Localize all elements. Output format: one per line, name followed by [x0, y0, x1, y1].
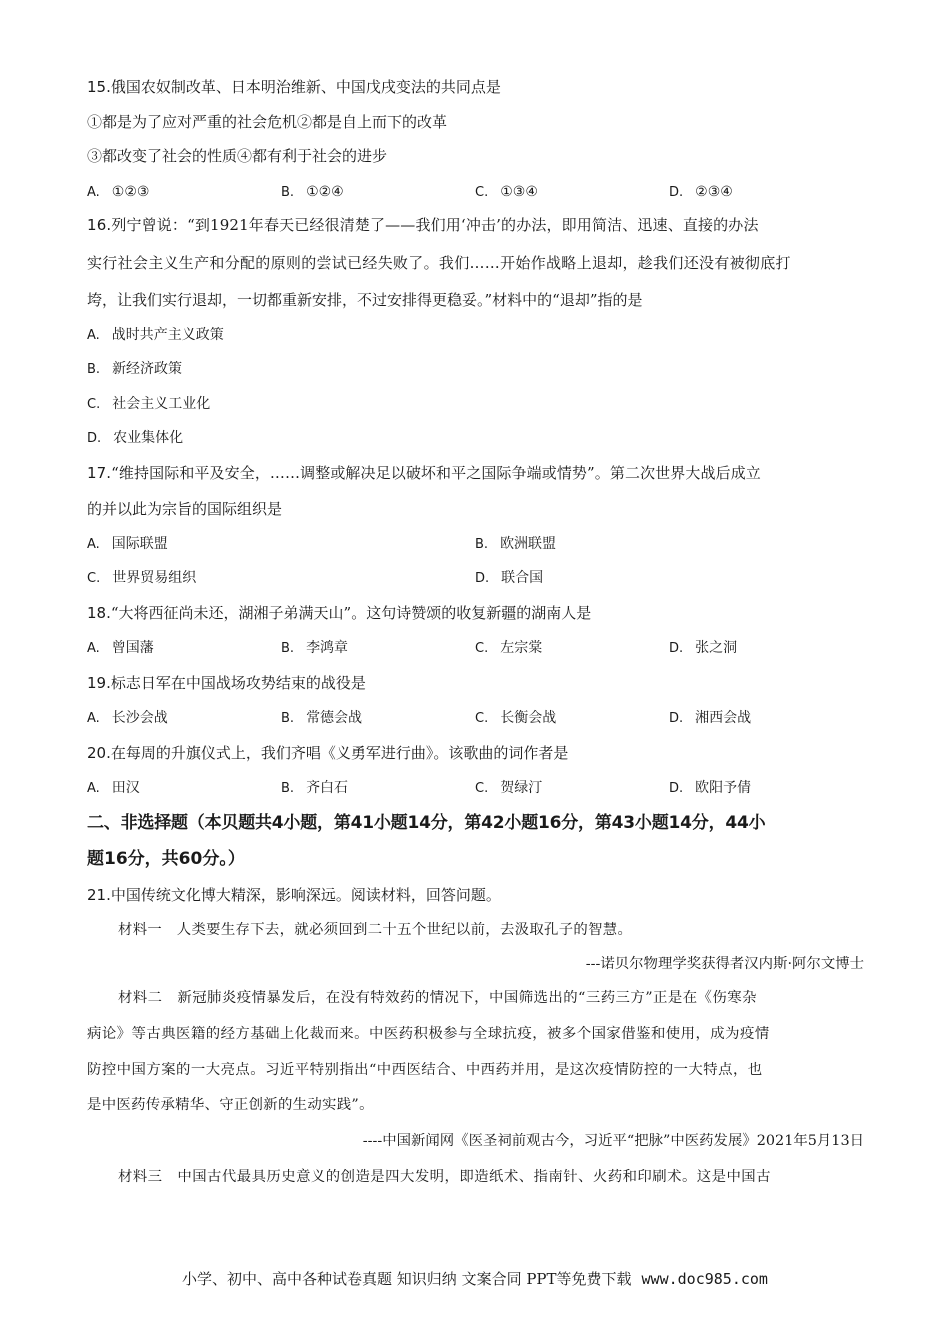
- section-heading-line: 题16分，共60分。）: [87, 849, 245, 869]
- question-text: 中国传统文化博大精深，影响深远。阅读材料，回答问题。: [110, 886, 501, 904]
- question-19-option-a: A. 长沙会战: [87, 710, 168, 726]
- question-18-option-b: B. 李鸿章: [281, 640, 349, 656]
- question-15-option-c: C. ①③④: [475, 184, 538, 200]
- question-15-stem: [87, 77, 501, 97]
- footer-link[interactable]: www.doc985.com: [641, 1270, 768, 1288]
- question-16-stem-line: 实行社会主义生产和分配的原则的尝试已经失败了。我们……开始作战略上退却，趁我们还没有被彻底打: [87, 254, 791, 272]
- question-text: “大将西征尚未还，湖湘子弟满天山”。这句诗赞颂的收复新疆的湖南人是: [110, 604, 592, 622]
- material-2-line: 病论》等古典医籍的经方基础上化裁而来。中医药积极参与全球抗疫，被多个国家借鉴和使用，成为疫情: [87, 1026, 770, 1042]
- question-18-option-c: C. 左宗棠: [475, 640, 543, 656]
- question-18-option-d: D. 张之洞: [669, 640, 738, 656]
- question-19-stem: [87, 673, 366, 693]
- question-16-stem: [87, 215, 759, 235]
- question-15-statement-line: ①都是为了应对严重的社会危机②都是自上而下的改革: [87, 113, 448, 131]
- question-number: 15.: [87, 78, 111, 96]
- question-17-stem-line: 的并以此为宗旨的国际组织是: [87, 500, 283, 518]
- question-number: 21.: [87, 886, 111, 904]
- question-16-option-d: D. 农业集体化: [87, 430, 184, 446]
- question-number: 20.: [87, 744, 111, 762]
- material-3: 材料三 中国古代最具历史意义的创造是四大发明，即造纸术、指南针、火药和印刷术。这是中国古: [118, 1169, 771, 1185]
- question-15-statement-line: ③都改变了社会的性质④都有利于社会的进步: [87, 147, 388, 165]
- question-number: 19.: [87, 674, 111, 692]
- question-19-option-c: C. 长衡会战: [475, 710, 557, 726]
- question-19-option-d: D. 湘西会战: [669, 710, 752, 726]
- material-2-line: 防控中国方案的一大亮点。习近平特别指出“中西医结合、中西药并用，是这次疫情防控的一大特点，也: [87, 1062, 763, 1078]
- material-2: 材料二 新冠肺炎疫情暴发后，在没有特效药的情况下，中国筛选出的“三药三方”正是在《伤寒杂: [118, 990, 757, 1006]
- section-heading: 二、非选择题（本贝题共4小题，第41小题14分，第42小题16分，第43小题14分，44小: [87, 813, 766, 833]
- question-19-option-b: B. 常德会战: [281, 710, 363, 726]
- question-17-option-a: A. 国际联盟: [87, 536, 168, 552]
- question-17-option-c: C. 世界贸易组织: [87, 570, 197, 586]
- question-21-stem: [87, 885, 501, 905]
- question-text: 列宁曾说：“到1921年春天已经很清楚了——我们用‘冲击’的办法，即用简洁、迅速、直接的办法: [111, 216, 759, 234]
- question-15-option-a: A. ①②③: [87, 184, 150, 200]
- material-2-line: 是中医药传承精华、守正创新的生动实践”。: [87, 1097, 374, 1113]
- question-text: 俄国农奴制改革、日本明治维新、中国戊戌变法的共同点是: [110, 78, 501, 96]
- question-16-option-c: C. 社会主义工业化: [87, 396, 211, 412]
- question-text: “维持国际和平及安全，……调整或解决足以破坏和平之国际争端或情势”。第二次世界大战后成立: [111, 464, 761, 482]
- question-15-option-b: B. ①②④: [281, 184, 344, 200]
- question-17-stem: [87, 463, 761, 483]
- question-text: 标志日军在中国战场攻势结束的战役是: [110, 674, 366, 692]
- question-15-option-d: D. ②③④: [669, 184, 733, 200]
- material-1: 材料一 人类要生存下去，就必须回到二十五个世纪以前，去汲取孔子的智慧。: [118, 922, 633, 938]
- question-number: 18.: [87, 604, 111, 622]
- material-2-source: ----中国新闻网《医圣祠前观古今，习近平“把脉”中医药发展》2021年5月13日: [362, 1133, 864, 1149]
- question-text: 在每周的升旗仪式上，我们齐唱《义勇军进行曲》。该歌曲的词作者是: [110, 744, 569, 762]
- question-18-option-a: A. 曾国藩: [87, 640, 154, 656]
- question-18-stem: [87, 603, 591, 623]
- question-16-option-b: B. 新经济政策: [87, 361, 183, 377]
- question-number: 17.: [87, 464, 112, 482]
- question-number: 16.: [87, 216, 112, 234]
- question-20-option-c: C. 贺绿汀: [475, 780, 543, 796]
- page-footer: [0, 1269, 950, 1289]
- question-17-option-d: D. 联合国: [475, 570, 544, 586]
- material-1-source: ---诺贝尔物理学奖获得者汉内斯·阿尔文博士: [585, 956, 864, 972]
- question-16-stem-line: 垮，让我们实行退却，一切都重新安排，不过安排得更稳妥。”材料中的“退却”指的是: [87, 291, 643, 309]
- question-20-option-d: D. 欧阳予倩: [669, 780, 752, 796]
- question-17-option-b: B. 欧洲联盟: [475, 536, 557, 552]
- footer-text: 小学、初中、高中各种试卷真题 知识归纳 文案合同 PPT等免费下载: [182, 1270, 632, 1288]
- question-20-option-b: B. 齐白石: [281, 780, 349, 796]
- question-20-stem: [87, 743, 568, 763]
- question-20-option-a: A. 田汉: [87, 780, 140, 796]
- question-16-option-a: A. 战时共产主义政策: [87, 327, 224, 343]
